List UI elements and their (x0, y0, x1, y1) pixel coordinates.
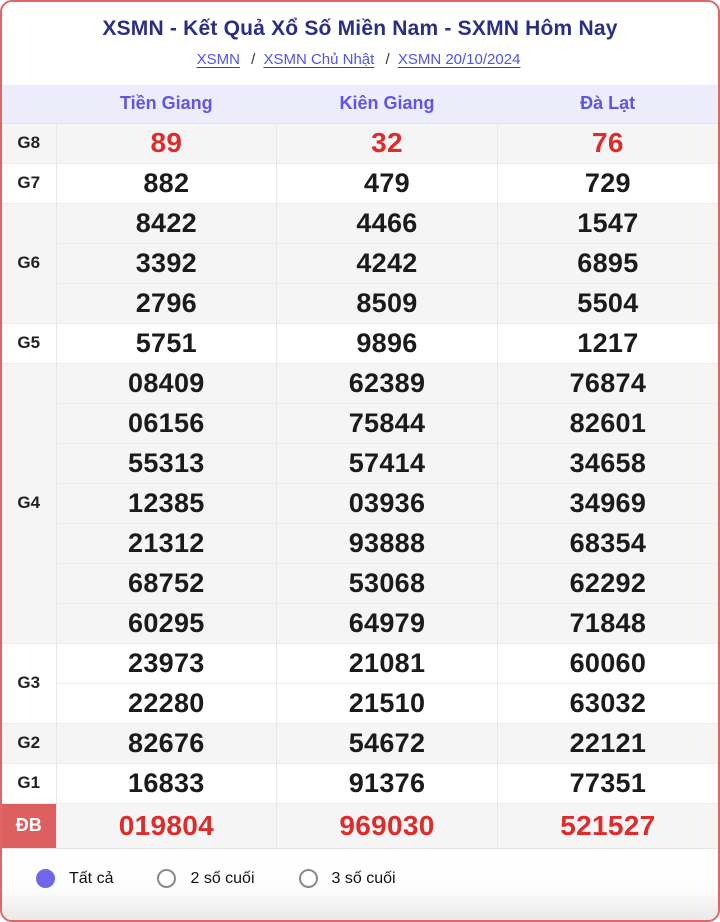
radio-unselected-icon[interactable] (299, 869, 318, 888)
breadcrumb (2, 51, 718, 68)
prize-number: 4242 (277, 243, 498, 283)
prize-number: 62389 (277, 363, 498, 403)
corner-cell (2, 85, 56, 123)
prize-label: G3 (2, 643, 56, 723)
table-row (2, 563, 718, 603)
prize-number: 4466 (277, 203, 498, 243)
column-header-da-lat: Đà Lạt (497, 85, 718, 123)
table-row (2, 163, 718, 203)
page-header (2, 2, 718, 85)
prize-number: 68752 (56, 563, 277, 603)
prize-number: 6895 (497, 243, 718, 283)
prize-number: 76 (497, 123, 718, 163)
prize-number: 882 (56, 163, 277, 203)
breadcrumb-link-xsmn-date[interactable]: XSMN 20/10/2024 (397, 51, 521, 68)
prize-number: 82676 (56, 723, 277, 763)
prize-label: G1 (2, 763, 56, 803)
prize-number: 1217 (497, 323, 718, 363)
prize-label: G5 (2, 323, 56, 363)
prize-number: 89 (56, 123, 277, 163)
radio-option-0[interactable] (36, 869, 113, 888)
prize-number: 2796 (56, 283, 277, 323)
column-header-tien-giang: Tiền Giang (56, 85, 277, 123)
prize-number: 22121 (497, 723, 718, 763)
breadcrumb-link-xsmn[interactable]: XSMN (196, 51, 240, 68)
prize-number: 03936 (277, 483, 498, 523)
prize-number: 82601 (497, 403, 718, 443)
prize-number: 21081 (277, 643, 498, 683)
prize-number: 21312 (56, 523, 277, 563)
page-title: XSMN - Kết Quả Xổ Số Miền Nam - SXMN Hôm Nay (102, 17, 618, 40)
prize-number: 55313 (56, 443, 277, 483)
prize-number: 68354 (497, 523, 718, 563)
prize-number: 76874 (497, 363, 718, 403)
prize-number: 53068 (277, 563, 498, 603)
prize-label: G6 (2, 203, 56, 323)
table-row (2, 803, 718, 848)
prize-number: 60060 (497, 643, 718, 683)
prize-number: 8422 (56, 203, 277, 243)
radio-option-2[interactable] (299, 869, 396, 888)
prize-number: 64979 (277, 603, 498, 643)
prize-number: 5751 (56, 323, 277, 363)
table-row (2, 683, 718, 723)
prize-label: G8 (2, 123, 56, 163)
table-row (2, 523, 718, 563)
prize-number: 23973 (56, 643, 277, 683)
prize-number: 63032 (497, 683, 718, 723)
prize-number: 77351 (497, 763, 718, 803)
table-row (2, 603, 718, 643)
prize-number: 32 (277, 123, 498, 163)
prize-number: 1547 (497, 203, 718, 243)
prize-number: 729 (497, 163, 718, 203)
prize-number: 62292 (497, 563, 718, 603)
table-row (2, 363, 718, 403)
prize-number: 16833 (56, 763, 277, 803)
prize-number: 60295 (56, 603, 277, 643)
prize-number: 8509 (277, 283, 498, 323)
prize-number: 54672 (277, 723, 498, 763)
prize-number: 21510 (277, 683, 498, 723)
breadcrumb-separator: / (385, 51, 390, 68)
prize-label: G4 (2, 363, 56, 643)
radio-option-label: Tất cả (69, 869, 114, 887)
breadcrumb-separator: / (251, 51, 256, 68)
radio-option-label: 3 số cuối (331, 869, 396, 887)
table-row (2, 723, 718, 763)
table-row (2, 763, 718, 803)
prize-number: 06156 (56, 403, 277, 443)
prize-number: 08409 (56, 363, 277, 403)
prize-label: ĐB (2, 803, 56, 848)
prize-label: G2 (2, 723, 56, 763)
results-table (2, 85, 718, 848)
table-row (2, 403, 718, 443)
prize-number: 22280 (56, 683, 277, 723)
radio-unselected-icon[interactable] (157, 869, 176, 888)
table-row (2, 483, 718, 523)
prize-number: 57414 (277, 443, 498, 483)
table-row (2, 323, 718, 363)
table-row (2, 123, 718, 163)
table-row (2, 203, 718, 243)
prize-number: 521527 (497, 803, 718, 848)
prize-number: 019804 (56, 803, 277, 848)
table-row (2, 243, 718, 283)
table-row (2, 283, 718, 323)
prize-number: 9896 (277, 323, 498, 363)
radio-option-label: 2 số cuối (190, 869, 255, 887)
table-row (2, 643, 718, 683)
column-header-kien-giang: Kiên Giang (277, 85, 498, 123)
prize-number: 34969 (497, 483, 718, 523)
prize-number: 93888 (277, 523, 498, 563)
display-filter-bar (2, 848, 718, 922)
prize-label: G7 (2, 163, 56, 203)
radio-option-1[interactable] (157, 869, 254, 888)
breadcrumb-link-xsmn-chu-nhat[interactable]: XSMN Chủ Nhật (263, 51, 375, 68)
prize-number: 5504 (497, 283, 718, 323)
column-header-row (2, 85, 718, 123)
table-row (2, 443, 718, 483)
prize-number: 12385 (56, 483, 277, 523)
prize-number: 479 (277, 163, 498, 203)
prize-number: 969030 (277, 803, 498, 848)
prize-number: 34658 (497, 443, 718, 483)
prize-number: 75844 (277, 403, 498, 443)
radio-selected-icon[interactable] (36, 869, 55, 888)
prize-number: 3392 (56, 243, 277, 283)
prize-number: 91376 (277, 763, 498, 803)
prize-number: 71848 (497, 603, 718, 643)
